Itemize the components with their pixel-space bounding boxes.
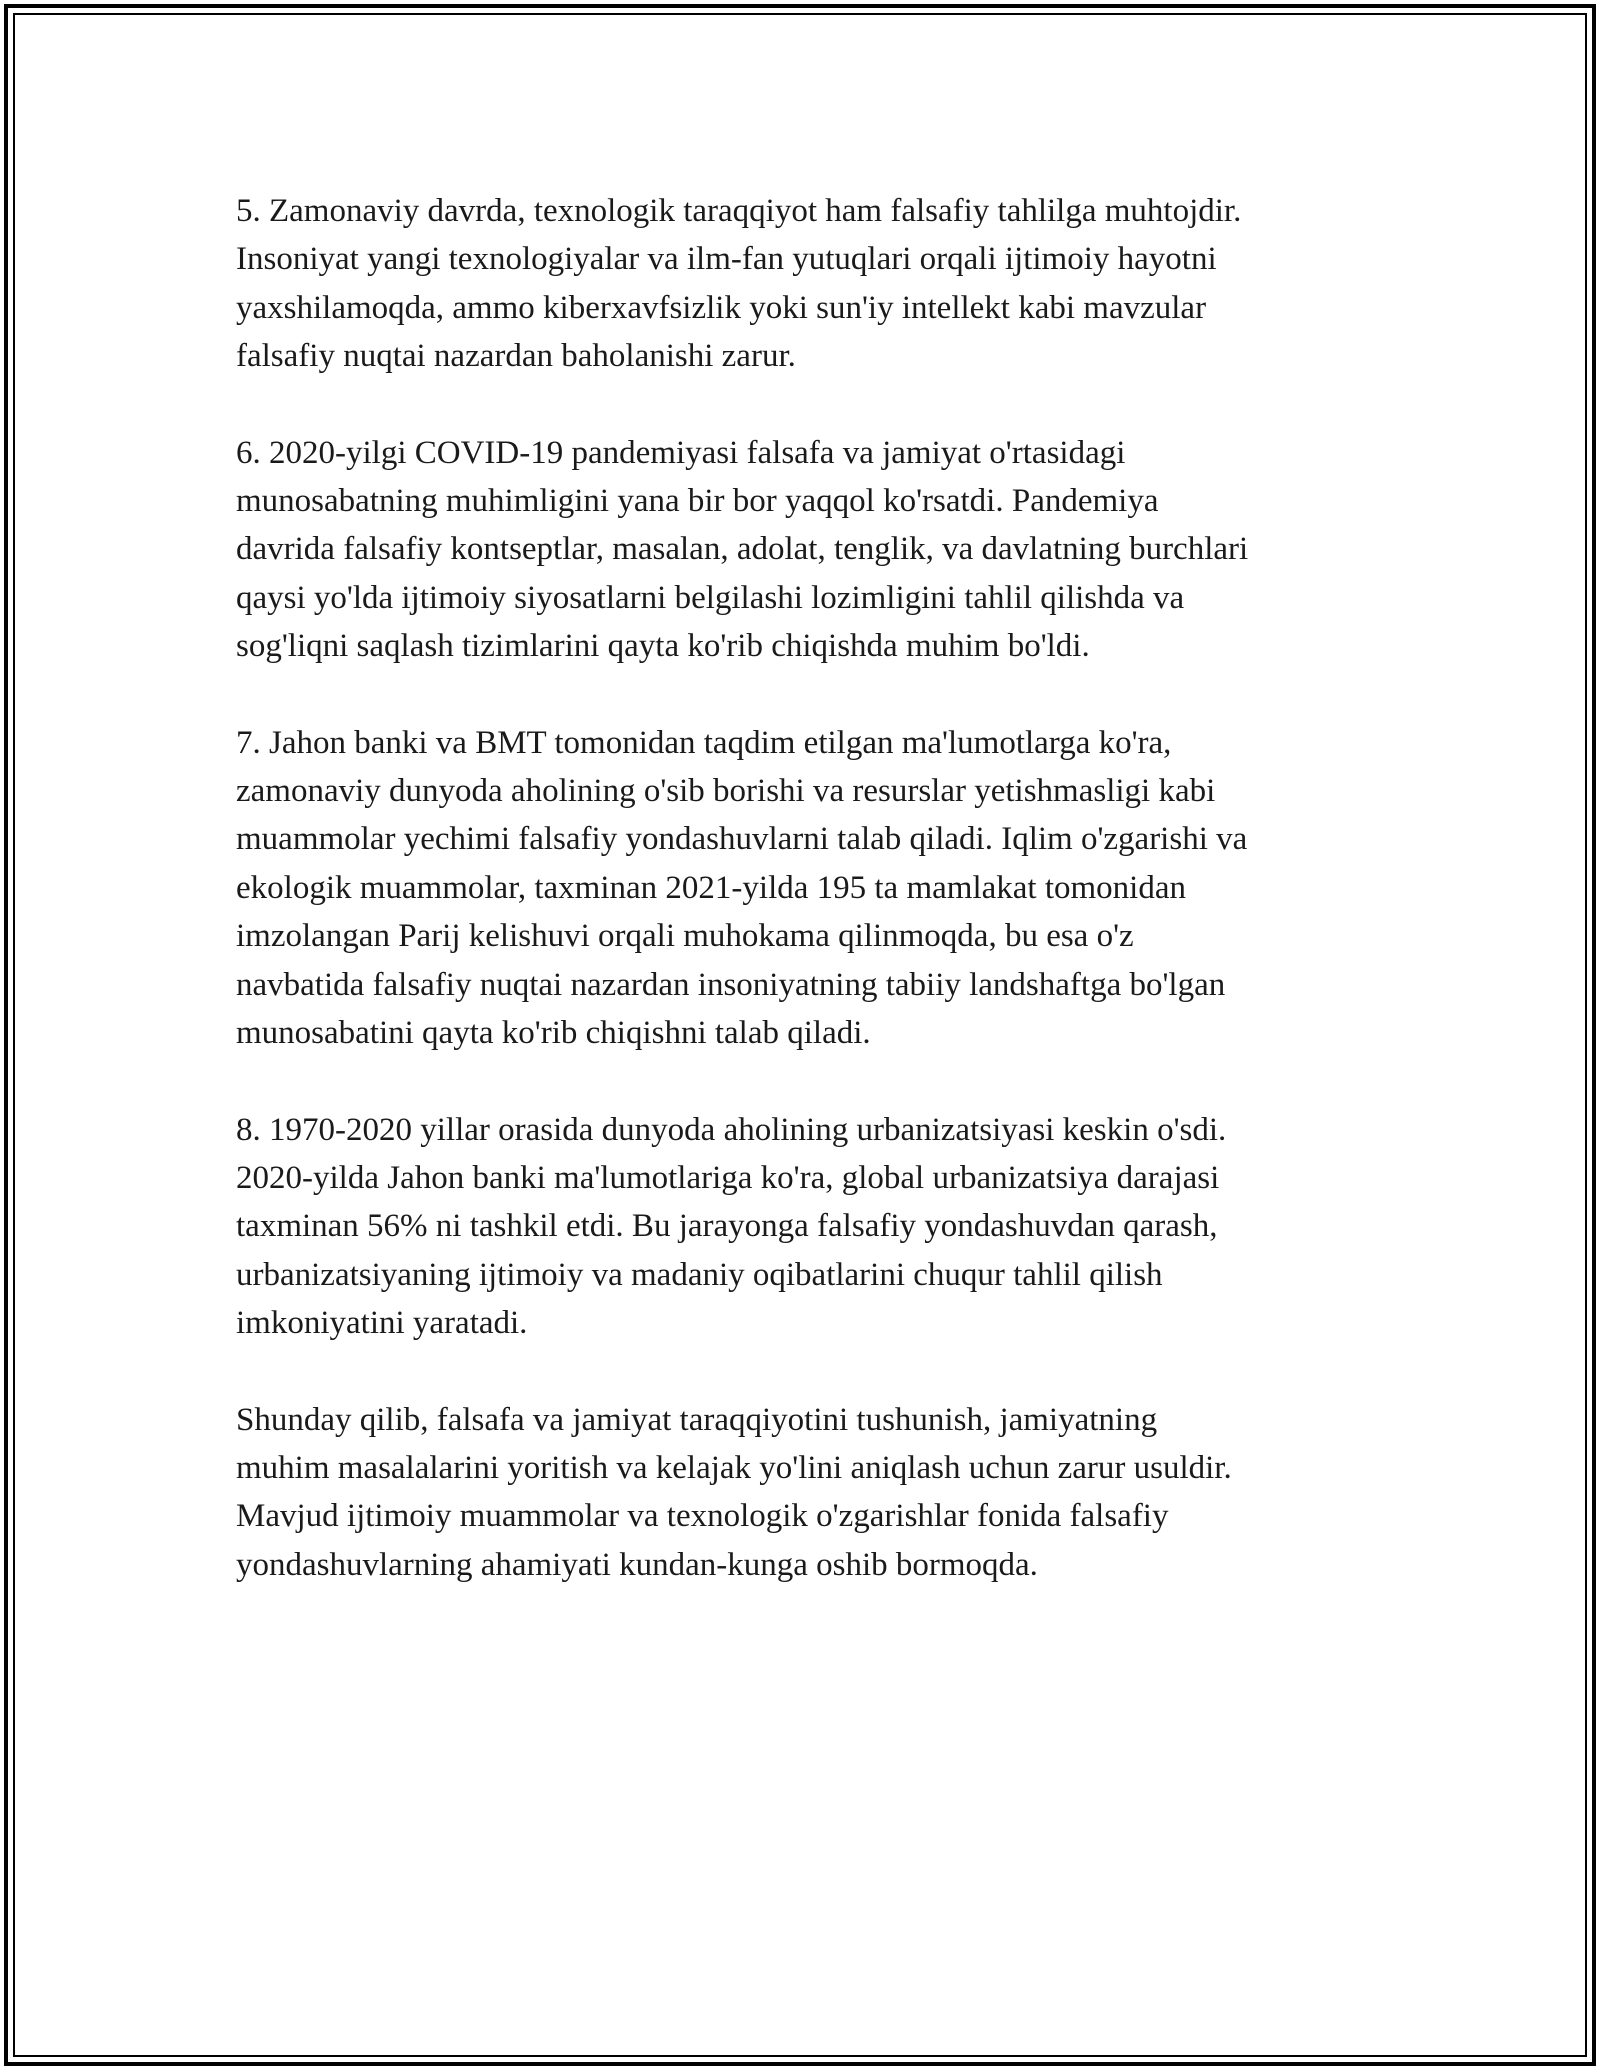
paragraph-7: 7. Jahon banki va BMT tomonidan taqdim etilgan ma'lumotlarga ko'ra, zamonaviy dunyoda aholining o'sib borishi va resurslar yetishmasligi kabi muammolar yechimi falsafiy yondashuvlarni talab qiladi. Iqlim o'zgarishi va ekologik muammolar, taxminan 2021-yilda 195 ta mamlakat tomonidan imzolangan Parij kelishuvi orqali muhokama qilinmoqda, bu esa o'z navbatida falsafiy nuqtai nazardan insoniyatning tabiiy landshaftga bo'lgan munosabatini qayta ko'rib chiqishni talab qiladi. xyxy=(236,724,1248,1052)
paragraph-6: 6. 2020-yilgi COVID-19 pandemiyasi falsafa va jamiyat o'rtasidagi munosabatning muhimligini yana bir bor yaqqol ko'rsatdi. Pandemiya davrida falsafiy kontseptlar, masalan, adolat, tenglik, va davlatning burchlari qaysi yo'lda ijtimoiy siyosatlarni belgilashi lozimligini tahlil qilishda va sog'liqni saqlash tizimlarini qayta ko'rib chiqishda muhim bo'ldi. xyxy=(236,434,1249,665)
paragraph-conclusion: Shunday qilib, falsafa va jamiyat taraqqiyotini tushunish, jamiyatning muhim masalalarini yoritish va kelajak yo'lini aniqlash uchun zarur usuldir. Mavjud ijtimoiy muammolar va texnologik o'zgarishlar fonida falsafiy yondashuvlarning ahamiyati kundan-kunga oshib bormoqda. xyxy=(236,1401,1232,1583)
paragraph-5: 5. Zamonaviy davrda, texnologik taraqqiyot ham falsafiy tahlilga muhtojdir. Insoniyat yangi texnologiyalar va ilm-fan yutuqlari orqali ijtimoiy hayotni yaxshilamoqda, ammo kiberxavfsizlik yoki sun'iy intellekt kabi mavzular falsafiy nuqtai nazardan baholanishi zarur. xyxy=(236,193,1242,375)
document-body xyxy=(236,187,1396,1637)
paragraph-8: 8. 1970-2020 yillar orasida dunyoda aholining urbanizatsiyasi keskin o'sdi. 2020-yilda Jahon banki ma'lumotlariga ko'ra, global urbanizatsiya darajasi taxminan 56% ni tashkil etdi. Bu jarayonga falsafiy yondashuvdan qarash, urbanizatsiyaning ijtimoiy va madaniy oqibatlarini chuqur tahlil qilish imkoniyatini yaratadi. xyxy=(236,1111,1227,1342)
